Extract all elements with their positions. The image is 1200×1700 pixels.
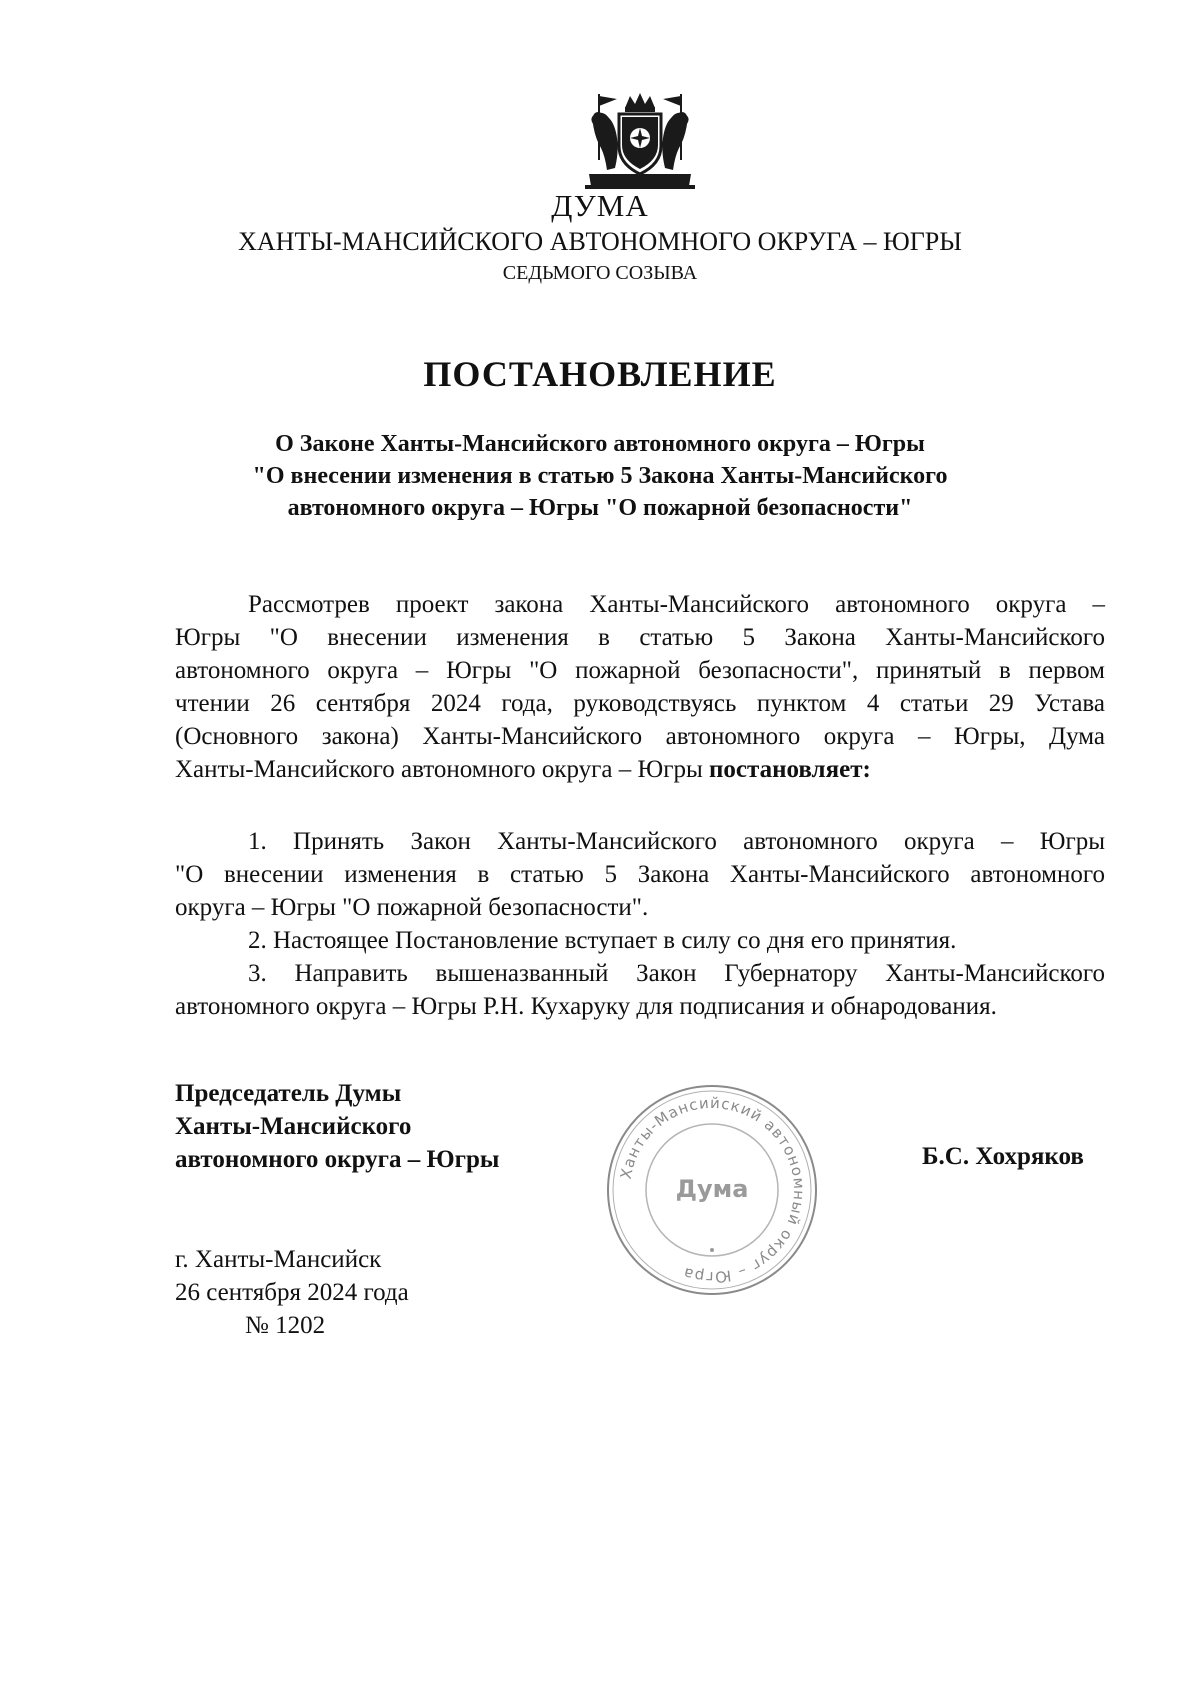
resolution-items xyxy=(175,825,1105,1023)
document-type: ПОСТАНОВЛЕНИЕ xyxy=(423,354,777,394)
intro-line: Югры "О внесении изменения в статью 5 Закона Ханты-Мансийского xyxy=(175,624,1105,651)
stamp-ring-text: Ханты-Мансийский автономный округ – Югра xyxy=(616,1093,809,1287)
coat-of-arms-icon xyxy=(585,90,695,190)
subject-line: О Законе Ханты-Мансийского автономного округа – Югры xyxy=(275,431,925,457)
item-3-line: 3. Направить вышеназванный Закон Губернатору Ханты-Мансийского xyxy=(248,960,1105,987)
intro-line-text: Ханты-Мансийского автономного округа – Югры xyxy=(175,756,703,783)
item-1-line: округа – Югры "О пожарной безопасности". xyxy=(175,894,649,921)
intro-line-last xyxy=(175,753,1105,786)
official-stamp xyxy=(602,1080,822,1300)
city: г. Ханты-Мансийск xyxy=(175,1246,382,1273)
place-date-number xyxy=(175,1243,409,1342)
intro-line: автономного округа – Югры "О пожарной безопасности", принятый в первом xyxy=(175,657,1105,684)
item-3-line: автономного округа – Югры Р.Н. Кухаруку для подписания и обнародования. xyxy=(175,993,997,1020)
item-2: 2. Настоящее Постановление вступает в силу со дня его принятия. xyxy=(248,927,957,954)
position-line: Ханты-Мансийского xyxy=(175,1113,412,1140)
date: 26 сентября 2024 года xyxy=(175,1279,409,1306)
intro-line: чтении 26 сентября 2024 года, руководствуясь пунктом 4 статьи 29 Устава xyxy=(175,690,1105,717)
item-1-line: "О внесении изменения в статью 5 Закона Ханты-Мансийского автономного xyxy=(175,861,1105,888)
region-name: ХАНТЫ-МАНСИЙСКОГО АВТОНОМНОГО ОКРУГА – ЮГРЫ xyxy=(238,227,962,256)
resolves-word: постановляет: xyxy=(709,756,871,783)
org-name: ДУМА xyxy=(551,188,649,223)
document-subject xyxy=(180,428,1020,524)
document-number: № 1202 xyxy=(245,1312,326,1339)
signatory-name: Б.С. Хохряков xyxy=(922,1143,1084,1170)
intro-line: (Основного закона) Ханты-Мансийского автономного округа – Югры, Дума xyxy=(175,723,1105,750)
position-line: Председатель Думы xyxy=(175,1080,402,1107)
item-1-line: 1. Принять Закон Ханты-Мансийского автономного округа – Югры xyxy=(248,828,1105,855)
subject-line: "О внесении изменения в статью 5 Закона Ханты-Мансийского xyxy=(252,463,948,489)
convocation: СЕДЬМОГО СОЗЫВА xyxy=(502,262,698,284)
intro-line: Рассмотрев проект закона Ханты-Мансийского автономного округа – xyxy=(248,591,1105,618)
position-line: автономного округа – Югры xyxy=(175,1146,500,1173)
signatory-position xyxy=(175,1077,499,1176)
intro-paragraph xyxy=(175,588,1105,786)
subject-line: автономного округа – Югры "О пожарной безопасности" xyxy=(287,495,913,521)
stamp-center-text: Дума xyxy=(675,1175,749,1203)
